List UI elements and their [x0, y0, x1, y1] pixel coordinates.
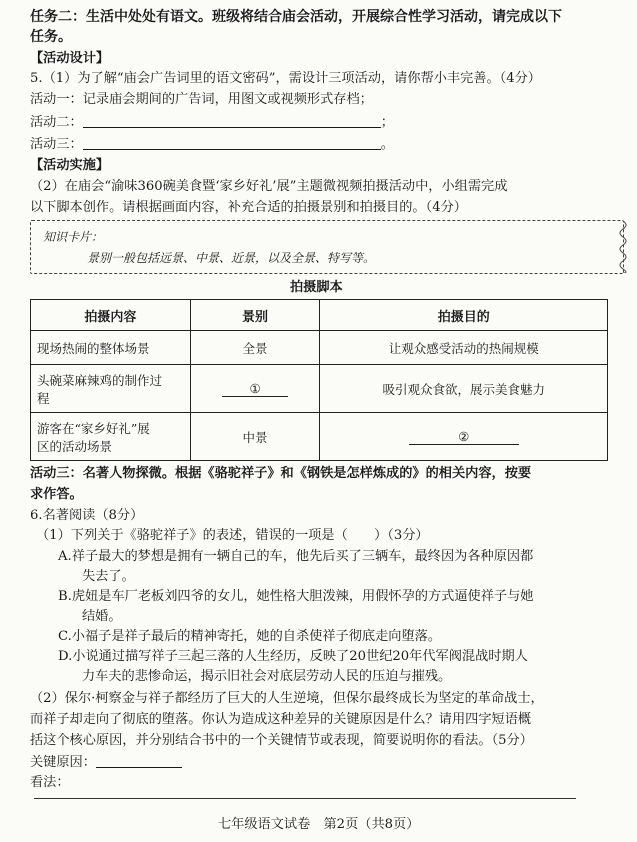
activity-3-row: [30, 135, 394, 154]
header-shot: 景别: [190, 300, 320, 331]
header-purpose: 拍摄目的: [320, 300, 608, 331]
table-header-row: [31, 300, 608, 331]
row1-shot: 全景: [190, 331, 320, 365]
key-reason-label: 关键原因：: [30, 755, 96, 770]
row2-shot-cell: [190, 365, 320, 413]
table-row: [31, 413, 608, 461]
question-5-2-cont: 以下脚本创作。请根据画面内容，补充合适的拍摄景别和拍摄目的。（4分）: [30, 200, 467, 215]
answer-line[interactable]: [34, 798, 576, 799]
option-d[interactable]: D.小说通过描写祥子三起三落的人生经历，反映了20世纪20年代军阀混战时期人: [58, 649, 528, 664]
activity-3-label: 活动三：: [30, 137, 83, 152]
activity-2-row: [30, 113, 394, 132]
table-row: [31, 331, 608, 365]
question-5-2: （2）在庙会“渝味360碗美食暨‘家乡好礼’展”主题微视频拍摄活动中，小组需完成: [30, 179, 508, 194]
activity-2-label: 活动二：: [30, 115, 83, 130]
knowledge-card-title: 知识卡片：: [43, 230, 104, 244]
activity-3-end: 。: [380, 137, 394, 152]
section-design: 【活动设计】: [30, 51, 110, 66]
question-6-2-line3: 括这个核心原因，并分别结合书中的一个关键情节或表现，简要说明你的看法。（5分）: [30, 733, 533, 748]
question-5-1: 5.（1）为了解“庙会广告词里的语文密码”，需设计三项活动，请你帮小丰完善。（4分）: [30, 71, 541, 86]
option-b[interactable]: B.虎妞是车厂老板刘四爷的女儿，她性格大胆泼辣，用假怀孕的方式逼使祥子与她: [58, 589, 534, 604]
option-b-cont: 结婚。: [82, 609, 122, 624]
row2-content: 头碗菜麻辣鸡的制作过: [37, 372, 163, 388]
knowledge-card-text: 景别一般包括远景、中景、近景，以及全景、特写等。: [87, 251, 376, 265]
question-6-1: （1）下列关于《骆驼祥子》的表述，错误的一项是（ ）（3分）: [36, 528, 429, 543]
header-content: 拍摄内容: [31, 300, 191, 331]
activity-3-title-cont: 求作答。: [30, 487, 83, 502]
row3-content: 游客在“家乡好礼”展: [37, 420, 150, 436]
question-6: 6.名著阅读（8分）: [30, 508, 144, 523]
task2-title-cont: 任务。: [30, 29, 72, 45]
activity-2-end: ；: [380, 115, 394, 130]
blank-2[interactable]: ②: [409, 430, 519, 445]
activity-3-blank[interactable]: [83, 135, 381, 150]
option-c[interactable]: C.小福子是祥子最后的精神寄托，她的自杀使祥子彻底走向堕落。: [58, 629, 442, 644]
option-d-cont: 力车夫的悲惨命运，揭示旧社会对底层劳动人民的压迫与摧残。: [82, 669, 452, 684]
row1-content: 现场热闹的整体场景: [31, 331, 191, 365]
task2-title: 任务二：生活中处处有语文。班级将结合庙会活动，开展综合性学习活动，请完成以下: [30, 9, 562, 25]
row3-content-cont: 区的活动场景: [37, 438, 113, 454]
row3-shot: 中景: [190, 413, 320, 461]
table-row: [31, 365, 608, 413]
row2-purpose: 吸引观众食欲，展示美食魅力: [320, 365, 608, 413]
activity-1: 活动一：记录庙会期间的广告词，用图文或视频形式存档；: [30, 92, 373, 107]
question-6-2-line2: 而祥子却走向了彻底的堕落。你认为造成这种差异的关键原因是什么？请用四字短语概: [30, 712, 532, 727]
row2-content-cont: 程: [37, 390, 50, 406]
activity-2-blank[interactable]: [83, 113, 381, 128]
option-a-cont: 失去了。: [82, 569, 135, 584]
key-reason-row: [30, 753, 182, 772]
page-footer: 七年级语文试卷 第2页（共8页）: [218, 817, 420, 832]
knowledge-card: [30, 220, 624, 274]
row3-content-cell: [31, 413, 191, 461]
key-reason-blank[interactable]: [96, 753, 182, 768]
blank-1[interactable]: ①: [222, 382, 288, 397]
row3-purpose-cell: [320, 413, 608, 461]
option-a[interactable]: A.祥子最大的梦想是拥有一辆自己的车，他先后买了三辆车，最终因为各种原因都: [58, 549, 534, 564]
row2-content-cell: [31, 365, 191, 413]
table-title: 拍摄脚本: [290, 280, 343, 295]
opinion-label: 看法：: [30, 775, 70, 790]
question-6-2-line1: （2）保尔·柯察金与祥子都经历了巨大的人生逆境，但保尔最终成长为坚定的革命战士，: [30, 691, 544, 706]
row1-purpose: 让观众感受活动的热闹规模: [320, 331, 608, 365]
activity-3-title: 活动三：名著人物探微。根据《骆驼祥子》和《钢铁是怎样炼成的》的相关内容，按要: [30, 466, 532, 481]
wavy-edge-decoration: [617, 221, 629, 273]
section-implementation: 【活动实施】: [30, 158, 110, 173]
shooting-script-table: [30, 299, 608, 461]
